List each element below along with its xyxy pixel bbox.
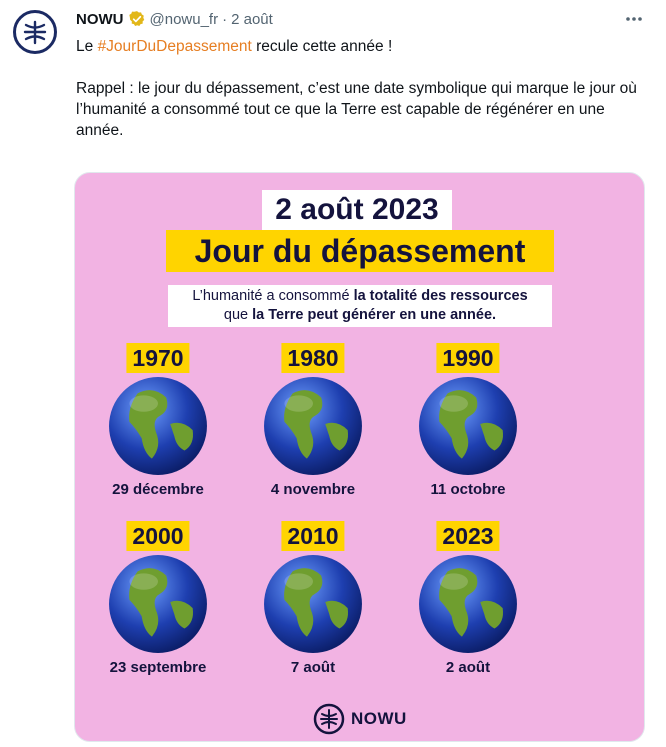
author-handle[interactable]: @nowu_fr — [149, 10, 219, 28]
overshoot-date: 23 septembre — [109, 659, 207, 676]
author-name[interactable]: NOWU — [76, 10, 124, 28]
globe-entry — [403, 343, 533, 513]
year-badge: 2023 — [436, 521, 499, 551]
sub-line2-a: que — [223, 307, 253, 323]
earth-globe-icon — [107, 553, 209, 655]
globe-entry — [403, 521, 533, 691]
earth-globe-icon — [262, 375, 364, 477]
globe-entry — [93, 521, 223, 691]
verified-badge-icon — [128, 10, 146, 28]
logo-text: NOWU — [351, 709, 407, 728]
year-badge: 1980 — [281, 343, 344, 373]
sub-line1-b: la totalité des ressources — [353, 288, 528, 304]
earth-globe-icon — [262, 553, 364, 655]
more-options-icon[interactable] — [624, 9, 644, 29]
card-subtitle — [168, 285, 552, 327]
tweet-time[interactable]: 2 août — [231, 10, 273, 28]
overshoot-date: 11 octobre — [430, 481, 506, 498]
card-title: Jour du dépassement — [166, 230, 554, 272]
card-date: 2 août 2023 — [262, 190, 452, 230]
nowu-logo-icon — [313, 703, 345, 735]
year-badge: 1970 — [126, 343, 189, 373]
header-separator: · — [222, 10, 228, 28]
sub-line1-a: L’humanité a consommé — [192, 288, 354, 304]
globe-entry — [248, 521, 378, 691]
tweet-paragraph: Rappel : le jour du dépassement, c’est une date symbolique qui marque le jour où l’humanité a consommé tout ce que la Terre est capable de régénérer en une année. — [76, 80, 637, 139]
overshoot-date: 2 août — [445, 659, 491, 676]
tweet-image[interactable] — [74, 172, 645, 742]
year-badge: 1990 — [436, 343, 499, 373]
nowu-logo-icon — [22, 19, 48, 45]
globe-entry — [93, 343, 223, 513]
overshoot-date: 29 décembre — [112, 481, 204, 498]
earth-globe-icon — [417, 375, 519, 477]
year-badge: 2000 — [126, 521, 189, 551]
tweet-line1 — [76, 36, 646, 57]
card-logo — [313, 703, 407, 735]
year-badge: 2010 — [281, 521, 344, 551]
text-suffix: recule cette année ! — [251, 38, 393, 55]
hashtag-link[interactable]: #JourDuDepassement — [97, 38, 252, 55]
text-prefix: Le — [76, 38, 98, 55]
earth-globe-icon — [417, 553, 519, 655]
sub-line2-b: la Terre peut générer en une année. — [252, 307, 497, 323]
earth-globe-icon — [107, 375, 209, 477]
overshoot-date: 7 août — [290, 659, 336, 676]
avatar[interactable] — [13, 10, 57, 54]
tweet-text — [76, 36, 646, 141]
overshoot-date: 4 novembre — [270, 481, 356, 498]
globe-entry — [248, 343, 378, 513]
tweet-header — [76, 8, 273, 30]
